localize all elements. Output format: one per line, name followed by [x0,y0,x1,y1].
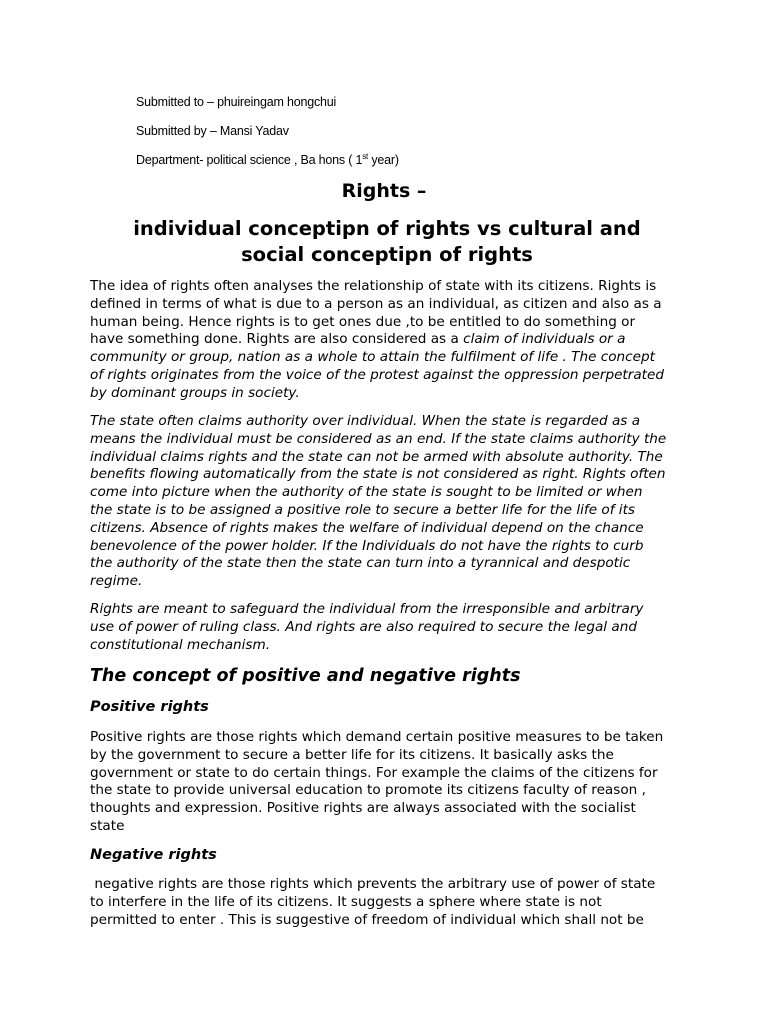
paragraph-line: state [90,817,125,834]
paragraph-safeguard [90,601,690,654]
section-heading: The concept of positive and negative rights [90,666,521,686]
paragraph-line: the authority of the state then the state can turn into a tyrannical and despotic [90,555,631,572]
paragraph-line: of rights originates from the voice of the protest against the oppression perpetrated [90,366,665,383]
paragraph-line: individual claims rights and the state can not be armed with absolute authority. The [90,448,663,465]
paragraph-line: The state often claims authority over individual. When the state is regarded as a [90,413,641,429]
paragraph-line: benefits flowing automatically from the state is not considered as right. Rights often [90,466,666,483]
paragraph-line: citizens. Absence of rights makes the welfare of individual depend on the chance [90,519,644,536]
paragraph-line: permitted to enter . This is suggestive of freedom of individual which shall not be [90,911,644,928]
paragraph-line: by the government to secure a better life for its citizens. It basically asks the [90,746,614,763]
paragraph-intro [90,278,690,403]
department-line [136,153,399,167]
paragraph-line: use of power of ruling class. And rights are also required to secure the legal and [90,618,637,635]
paragraph-line-mixed [90,331,690,349]
paragraph-line: regime. [90,573,143,590]
paragraph-state-authority [90,413,690,591]
paragraph-line: thoughts and expression. Positive rights are always associated with the socialist [90,800,636,817]
subtitle-line-1: individual conceptipn of rights vs cultural and [133,217,641,240]
document-title: Rights – [341,180,427,202]
department-suffix: year) [368,153,399,167]
negative-rights-heading: Negative rights [90,847,217,863]
paragraph-line: The idea of rights often analyses the relationship of state with its citizens. Rights is [90,278,657,294]
paragraph-text: have something done. Rights are also considered as a [90,331,464,348]
paragraph-negative-rights [90,876,690,929]
department-superscript: st [362,152,369,161]
paragraph-line: by dominant groups in society. [90,384,300,401]
paragraph-line: human being. Hence rights is to get ones due ,to be entitled to do something or [90,313,636,330]
paragraph-line: government or state to do certain things. For example the claims of the citizens for [90,764,658,781]
paragraph-line: come into picture when the authority of the state is sought to be limited or when [90,484,643,501]
paragraph-line: to interfere in the life of its citizens. It suggests a sphere where state is not [90,893,602,910]
paragraph-line: Positive rights are those rights which demand certain positive measures to be taken [90,729,664,745]
paragraph-line: constitutional mechanism. [90,636,271,653]
paragraph-italic-text: claim of individuals or a [463,331,626,348]
paragraph-positive-rights [90,729,690,836]
submitted-to: Submitted to – phuireingam hongchui [136,95,337,109]
paragraph-line: benevolence of the power holder. If the Individuals do not have the rights to curb [90,537,644,554]
paragraph-line: the state is to be assigned a positive role to secure a better life for the life of its [90,501,635,518]
paragraph-line: means the individual must be considered as an end. If the state claims authority the [90,430,667,447]
paragraph-line: Rights are meant to safeguard the individual from the irresponsible and arbitrary [90,601,644,617]
positive-rights-heading: Positive rights [90,699,209,715]
paragraph-line: community or group, nation as a whole to attain the fulfilment of life . The concept [90,349,655,366]
subtitle-line-2: social conceptipn of rights [241,243,533,266]
paragraph-line: negative rights are those rights which prevents the arbitrary use of power of state [90,876,656,892]
paragraph-line: defined in terms of what is due to a person as an individual, as citizen and also as a [90,295,662,312]
submitted-by: Submitted by – Mansi Yadav [136,124,289,138]
department-text: Department- political science , Ba hons ( 1 [136,153,363,167]
document-subtitle [90,216,684,268]
paragraph-line: the state to provide universal education to promote its citizens faculty of reason , [90,782,646,799]
